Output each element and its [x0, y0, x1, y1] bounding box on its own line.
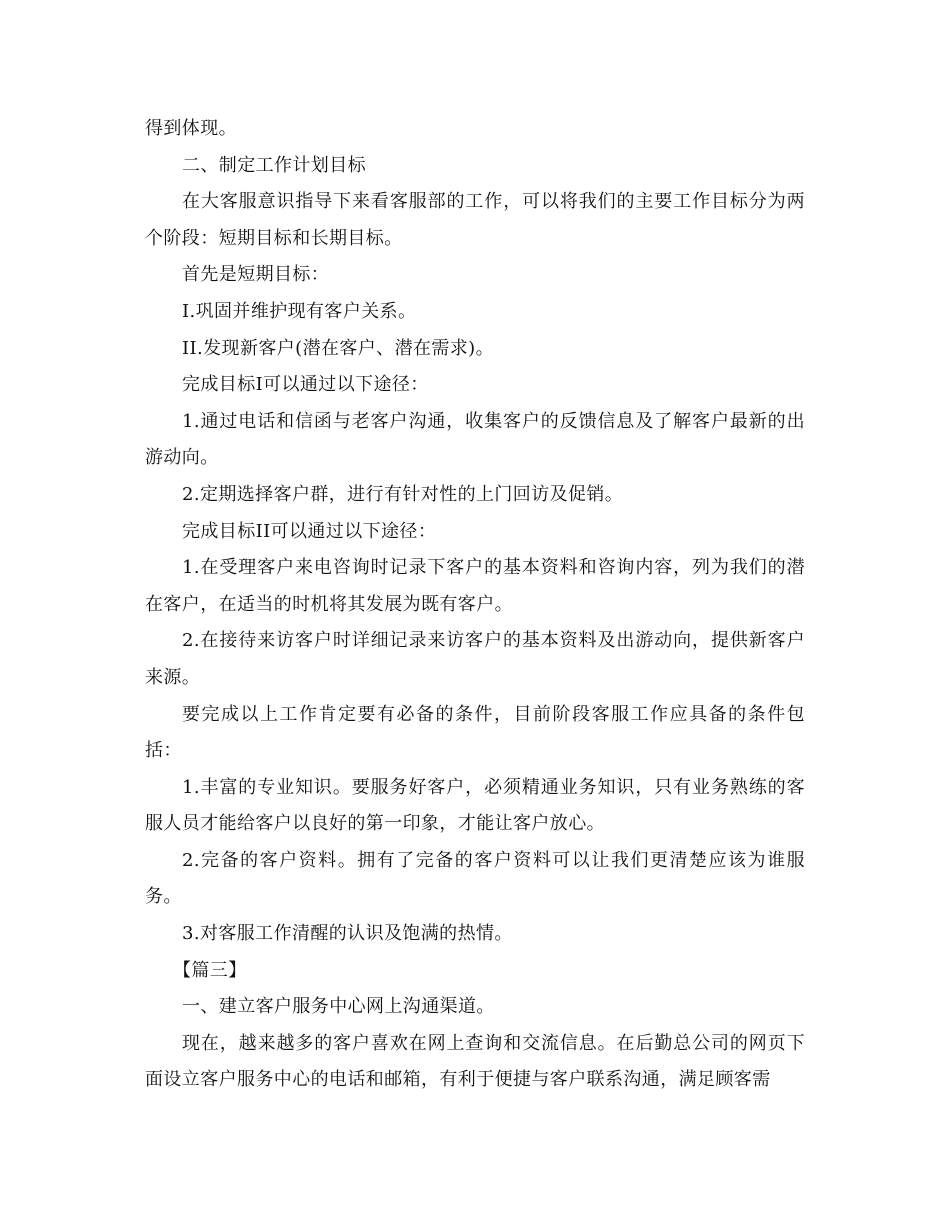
paragraph: 完成目标I可以通过以下途径： — [182, 374, 429, 396]
paragraph: 在大客服意识指导下来看客服部的工作，可以将我们的主要工作目标分为两个阶段：短期目标和长期目标。 — [145, 191, 805, 249]
paragraph: 要完成以上工作肯定要有必备的条件，目前阶段客服工作应具备的条件包括： — [145, 703, 805, 762]
paragraph: 完成目标II可以通过以下途径： — [182, 520, 437, 542]
list-item: 2.定期选择客户群，进行有针对性的上门回访及促销。 — [182, 483, 624, 505]
list-item: 1.通过电话和信函与老客户沟通，收集客户的反馈信息及了解客户最新的出游动向。 — [145, 410, 805, 469]
section-heading: 一、建立客户服务中心网上沟通渠道。 — [182, 996, 495, 1018]
list-item: 2.完备的客户资料。拥有了完备的客户资料可以让我们更清楚应该为谁服务。 — [145, 849, 805, 908]
paragraph: 现在，越来越多的客户喜欢在网上查询和交流信息。在后勤总公司的网页下面设立客户服务中心的电话和邮箱，有利于便捷与客户联系沟通，满足顾客需 — [145, 1032, 805, 1091]
paragraph: 首先是短期目标： — [182, 264, 330, 286]
part-heading: 【篇三】 — [173, 959, 247, 981]
list-item: 2.在接待来访客户时详细记录来访客户的基本资料及出游动向，提供新客户来源。 — [145, 630, 805, 688]
list-item: I.巩固并维护现有客户关系。 — [182, 300, 417, 322]
list-item: 1.丰富的专业知识。要服务好客户，必须精通业务知识，只有业务熟练的客服人员才能给客户以良好的第一印象，才能让客户放心。 — [145, 776, 805, 835]
list-item: 3.对客服工作清醒的认识及饱满的热情。 — [182, 923, 513, 945]
paragraph: 得到体现。 — [145, 118, 237, 139]
list-item: 1.在受理客户来电咨询时记录下客户的基本资料和咨询内容，列为我们的潜在客户，在适当的时机将其发展为既有客户。 — [145, 557, 805, 615]
document-body — [145, 111, 805, 1099]
list-item: II.发现新客户(潜在客户、潜在需求)。 — [182, 337, 494, 359]
section-heading: 二、制定工作计划目标 — [182, 154, 366, 176]
